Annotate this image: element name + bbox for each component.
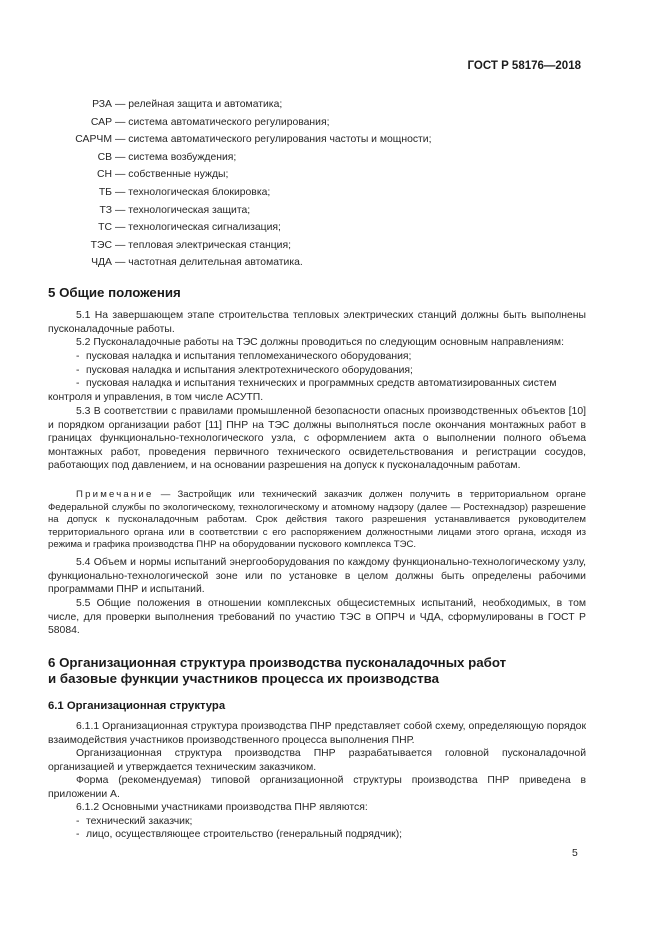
abbreviation-row: [0, 166, 661, 184]
paragraph-6-1-1: 6.1.1 Организационная структура производства ПНР представляет собой схему, определяющую порядок взаимодействия участников производственного процесса выполнения ПНР.: [48, 721, 586, 746]
abbreviation-definition: — система возбуждения;: [115, 151, 237, 163]
abbreviation-definition: — система автоматического регулирования частоты и мощности;: [115, 134, 432, 146]
abbreviation-row: [0, 149, 661, 167]
paragraph-6-1-2: 6.1.2 Основными участниками производства ПНР являются:: [76, 802, 368, 813]
abbreviation-definition: — частотная делительная автоматика.: [115, 257, 303, 269]
list-item-text: пусковая наладка и испытания технических и программных средств автоматизированных систем: [86, 378, 557, 389]
list-item-text: лицо, осуществляющее строительство (генеральный подрядчик);: [86, 829, 403, 840]
list-item-continuation: контроля и управления, в том числе АСУТП.: [48, 392, 264, 403]
subsection-6-1-heading: 6.1 Организационная структура: [48, 700, 226, 712]
abbreviation-term: СВ: [97, 151, 112, 163]
document-id-header: ГОСТ Р 58176—2018: [467, 60, 581, 72]
paragraph-6-1-1c: Форма (рекомендуемая) типовой организационной структуры производства ПНР приведена в приложении А.: [48, 775, 586, 800]
list-marker: -: [76, 365, 80, 376]
abbreviation-definition: — технологическая защита;: [115, 204, 251, 216]
abbreviation-definition: — релейная защита и автоматика;: [115, 99, 283, 110]
abbreviation-definition: — технологическая сигнализация;: [115, 222, 281, 234]
list-item: [48, 364, 586, 378]
list-item-text: пусковая наладка и испытания электротехнического оборудования;: [86, 365, 413, 376]
abbreviation-term: ТЭС: [90, 239, 112, 251]
abbreviation-term: ТС: [98, 222, 112, 234]
note-block: [48, 489, 586, 552]
abbreviation-row: [0, 131, 661, 149]
abbreviation-term: ЧДА: [91, 257, 112, 269]
section-6-heading-line-2: и базовые функции участников процесса их производства: [48, 671, 440, 686]
section-6-heading-line-1: 6 Организационная структура производства пусконаладочных работ: [48, 655, 507, 670]
list-item: [48, 377, 586, 391]
abbreviation-term: СН: [96, 169, 112, 181]
abbreviation-definition: — тепловая электрическая станция;: [115, 239, 291, 251]
abbreviation-definition: — технологическая блокировка;: [115, 186, 271, 198]
abbreviation-definition: — система автоматического регулирования;: [115, 116, 330, 128]
abbreviation-row: [0, 254, 661, 272]
abbreviation-row: [0, 202, 661, 220]
abbreviation-definition: — собственные нужды;: [115, 169, 229, 181]
paragraph-5-2: 5.2 Пусконаладочные работы на ТЭС должны проводиться по следующим основным направлениям:: [76, 337, 564, 348]
list-item-text: пусковая наладка и испытания тепломеханического оборудования;: [86, 351, 412, 362]
list-marker: -: [76, 351, 80, 362]
list-item: [48, 815, 586, 829]
abbreviation-row: [0, 184, 661, 202]
list-marker: -: [76, 378, 80, 389]
abbreviation-term: САРЧМ: [75, 134, 112, 146]
page-number: 5: [572, 848, 578, 859]
paragraph-5-3: 5.3 В соответствии с правилами промышленной безопасности опасных производственных объектов [10] и порядком организации работ [11] ПНР на ТЭС должны выполняться после окончания монтажных работ в границах функционально-технологического узла, с оформлением акта о выполнении полного объема монтажных работ, проведения первичного технического освидетельствования и регистрации сосудов, работающих под давлением, и на основании разрешения на допуск к пусконаладочным работам.: [48, 406, 586, 472]
abbreviations-list: [0, 96, 661, 272]
list-item: [48, 350, 586, 364]
paragraph-5-1: 5.1 На завершающем этапе строительства тепловых электрических станций должны быть выполнены пусконаладочные работы.: [48, 310, 586, 335]
section-6-heading: [48, 655, 608, 687]
note-label: Примечание: [76, 489, 154, 500]
abbreviation-term: ТБ: [98, 186, 112, 198]
list-item: [48, 828, 586, 842]
abbreviation-term: ТЗ: [99, 204, 112, 216]
list-marker: -: [76, 816, 80, 827]
section-5-heading: 5 Общие положения: [48, 285, 181, 300]
paragraph-5-5: 5.5 Общие положения в отношении комплексных общесистемных испытаний, необходимых, в том числе, для проверки выполнения требований по участию ТЭС в ОПРЧ и ЧДА, сформулированы в ГОСТ Р 58084.: [48, 598, 586, 637]
note-text: — Застройщик или технический заказчик должен получить в территориальном органе Федеральной службы по экологическому, технологическому и атомному надзору (далее — Ростехнадзор) разрешение на допуск к пусконаладочным работам. Срок действия такого разрешения устанавливается руководителем территориального органа или в соответствии с его распоряжением должностными лицами этого органа, исходя из режима и графика производства ПНР на оборудовании пускового комплекса ТЭС.: [48, 489, 586, 551]
paragraph-6-1-1b: Организационная структура производства ПНР разрабатывается головной пусконаладочной организацией и утверждается техническим заказчиком.: [48, 748, 586, 773]
abbreviation-row: [0, 114, 661, 132]
paragraph-5-4: 5.4 Объем и нормы испытаний энергооборудования по каждому функционально-технологическому узлу, функционально-технологической зоне или по установке в целом должны быть определены рабочими программами ПНР и испытаний.: [48, 557, 586, 596]
abbreviation-row: [0, 96, 661, 114]
list-marker: -: [76, 829, 80, 840]
list-item-text: технический заказчик;: [86, 816, 193, 827]
abbreviation-term: САР: [90, 116, 112, 128]
abbreviation-term: РЗА: [92, 99, 112, 110]
abbreviation-row: [0, 219, 661, 237]
abbreviation-row: [0, 237, 661, 255]
